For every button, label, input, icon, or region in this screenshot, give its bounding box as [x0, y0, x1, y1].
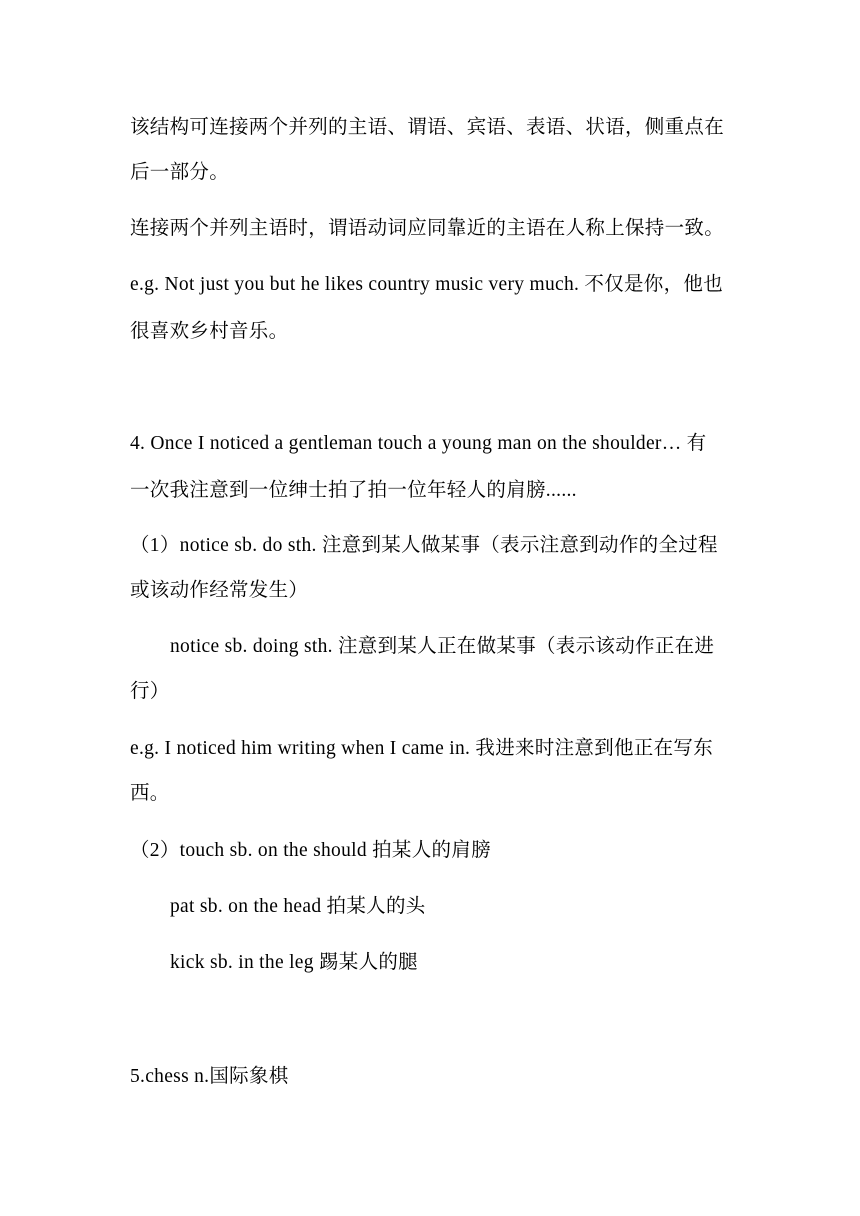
section-heading: 4. Once I noticed a gentleman touch a young man on the shoulder… 有: [130, 433, 707, 454]
text-line: 很喜欢乡村音乐。: [130, 321, 289, 342]
text-line: 一次我注意到一位绅士拍了拍一位年轻人的肩膀......: [130, 480, 577, 501]
text-line: 西。: [130, 783, 170, 804]
text-line: 后一部分。: [130, 162, 230, 183]
list-subitem: pat sb. on the head 拍某人的头: [170, 896, 426, 917]
text-line: 行）: [130, 681, 170, 702]
example-sentence: e.g. I noticed him writing when I came in. 我进来时注意到他正在写东: [130, 738, 713, 759]
text-line: 该结构可连接两个并列的主语、谓语、宾语、表语、状语，侧重点在: [130, 117, 725, 138]
text-line: 或该动作经常发生）: [130, 580, 309, 601]
list-item: （1）notice sb. do sth. 注意到某人做某事（表示注意到动作的全过程: [130, 535, 718, 556]
section-heading: 5.chess n.国际象棋: [130, 1066, 289, 1087]
list-subitem: notice sb. doing sth. 注意到某人正在做某事（表示该动作正在进: [170, 636, 715, 657]
list-subitem: kick sb. in the leg 踢某人的腿: [170, 952, 418, 973]
list-item: （2）touch sb. on the should 拍某人的肩膀: [130, 840, 491, 861]
example-sentence: e.g. Not just you but he likes country music very much. 不仅是你，他也: [130, 274, 723, 295]
text-line: 连接两个并列主语时，谓语动词应同靠近的主语在人称上保持一致。: [130, 218, 725, 239]
